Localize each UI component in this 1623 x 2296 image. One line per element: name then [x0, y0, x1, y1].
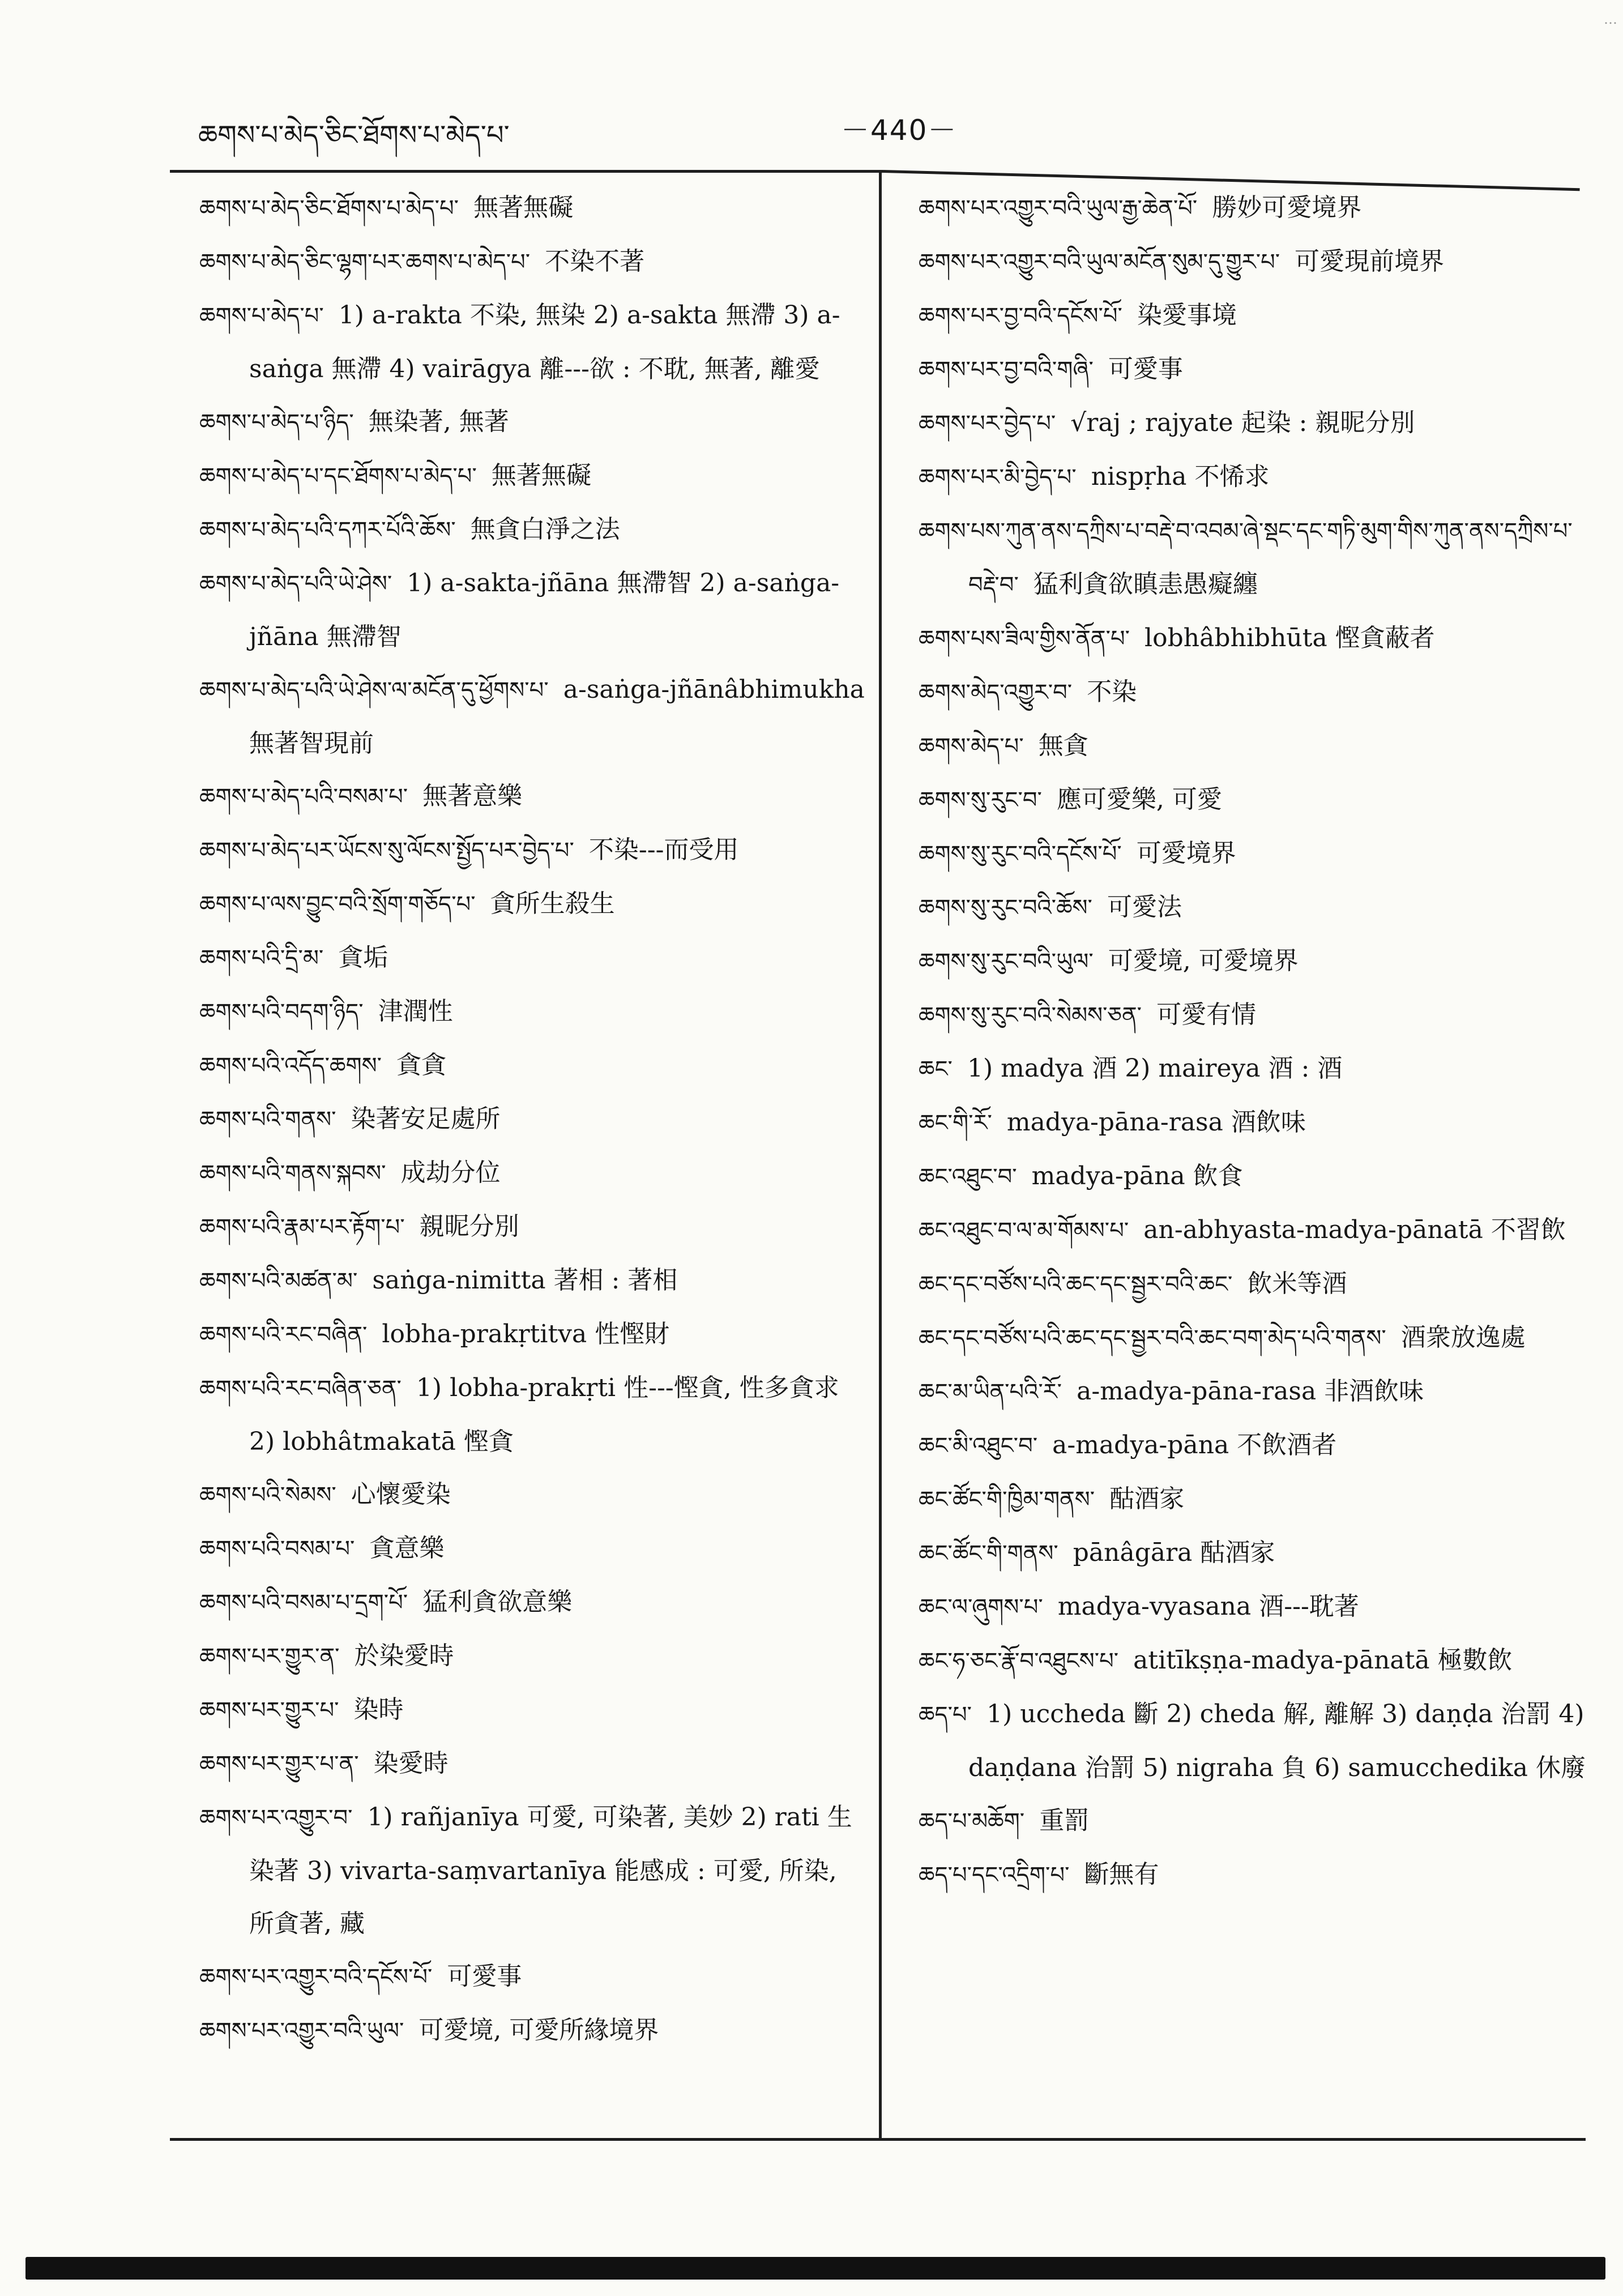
dictionary-entry	[199, 1468, 868, 1522]
entry-definition: 無貪	[1038, 731, 1088, 760]
dictionary-entry	[919, 235, 1587, 289]
entry-headword: ཆང་མ་ཡིན་པའི་རོ་	[919, 1379, 1062, 1405]
dictionary-entry	[199, 449, 868, 503]
entry-headword: ཆང་	[919, 1056, 953, 1082]
dictionary-entry	[199, 1200, 868, 1254]
entry-definition: 心懷愛染	[351, 1480, 451, 1509]
entry-definition: 1) uccheda 斷 2) cheda 解, 離解 3) daṇḍa 治罰 4) daṇḍana 治罰 5) nigraha 負 6) samucchedika 休廢	[968, 1700, 1586, 1782]
entry-definition: a-saṅga-jñānâbhimukha 無著智現前	[249, 675, 865, 758]
entry-definition: 不染	[1087, 677, 1137, 706]
dictionary-entry	[199, 1737, 868, 1791]
dictionary-entry	[919, 665, 1587, 719]
entry-definition: pānâgāra 酤酒家	[1073, 1538, 1275, 1567]
dictionary-entry	[919, 1848, 1587, 1902]
entry-definition: 猛利貪欲意樂	[422, 1587, 573, 1616]
entry-headword: ཆགས་པར་འགྱུར་བའི་ཡུལ་	[199, 2018, 404, 2044]
entry-headword: ཆགས་པར་འགྱུར་བའི་དངོས་པོ་	[199, 1964, 433, 1990]
column-divider	[879, 170, 882, 2141]
entry-headword: ཆང་འཐུང་བ་ལ་མ་གོམས་པ་	[919, 1218, 1129, 1244]
left-column	[199, 181, 868, 2058]
dictionary-entry	[919, 396, 1587, 450]
dictionary-entry	[199, 1308, 868, 1362]
dictionary-entry	[199, 235, 868, 289]
entry-definition: 於染愛時	[354, 1641, 454, 1670]
entry-definition: 酒衆放逸處	[1400, 1323, 1526, 1352]
entry-definition: 染著安足處所	[351, 1104, 501, 1133]
entry-definition: 可愛境, 可愛所緣境界	[418, 2016, 659, 2045]
entry-headword: ཆགས་སུ་རུང་བའི་ཡུལ་	[919, 949, 1094, 975]
page-number: －440－	[841, 114, 958, 147]
entry-headword: ཆགས་པའི་མཚན་མ་	[199, 1268, 358, 1294]
entry-definition: a-madya-pāna 不飲酒者	[1052, 1431, 1337, 1459]
entry-headword: ཆང་དང་བཙོས་པའི་ཆང་དང་སྦྱར་བའི་ཆང་	[919, 1271, 1233, 1298]
dictionary-entry	[199, 931, 868, 985]
entry-headword: ཆགས་པའི་རང་བཞིན་	[199, 1322, 368, 1348]
entry-definition: madya-pāna 飲食	[1031, 1162, 1243, 1190]
entry-definition: atitīkṣṇa-madya-pānatā 極數飲	[1133, 1646, 1513, 1675]
entry-definition: 染愛事境	[1137, 301, 1237, 330]
dictionary-entry	[199, 1039, 868, 1092]
entry-headword: ཆགས་པའི་བདག་ཉིད་	[199, 999, 364, 1025]
entry-definition: 不染---而受用	[588, 835, 739, 864]
entry-definition: 酤酒家	[1109, 1484, 1185, 1513]
dictionary-entry	[199, 1683, 868, 1737]
scan-mark: …	[1604, 11, 1617, 27]
entry-definition: 貪所生殺生	[490, 889, 615, 918]
entry-headword: ཆད་པ་དང་འདྲིག་པ་	[919, 1862, 1070, 1888]
entry-definition: 親昵分別	[419, 1212, 519, 1241]
entry-headword: ཆགས་པས་ཟིལ་གྱིས་ནོན་པ་	[919, 626, 1130, 652]
entry-definition: √raj ; rajyate 起染 : 親昵分別	[1070, 408, 1415, 437]
entry-definition: 可愛事	[1108, 355, 1183, 383]
entry-headword: ཆགས་པ་མེད་པའི་བསམ་པ་	[199, 784, 408, 810]
entry-headword: ཆགས་པའི་གནས་	[199, 1107, 336, 1133]
entry-definition: 1) madya 酒 2) maireya 酒 : 酒	[967, 1054, 1343, 1083]
dictionary-entry	[199, 1254, 868, 1308]
entry-definition: lobhâbhibhūta 慳貪蔽者	[1144, 624, 1435, 652]
dictionary-entry	[919, 343, 1587, 396]
entry-headword: ཆགས་པ་མེད་ཅིང་ལྷག་པར་ཆགས་པ་མེད་པ་	[199, 249, 531, 275]
entry-definition: 斷無有	[1084, 1860, 1159, 1889]
dictionary-entry	[919, 289, 1587, 343]
dictionary-entry	[919, 1311, 1587, 1365]
dictionary-entry	[919, 934, 1587, 988]
entry-headword: ཆགས་པའི་གནས་སྐབས་	[199, 1160, 386, 1187]
dictionary-entry	[199, 503, 868, 557]
dictionary-entry	[919, 1096, 1587, 1150]
entry-headword: ཆགས་པའི་འདོད་ཆགས་	[199, 1053, 382, 1079]
footer-rule	[170, 2138, 1586, 2141]
dictionary-entry	[919, 1473, 1587, 1526]
dictionary-entry	[199, 877, 868, 931]
entry-headword: ཆང་གི་རོ་	[919, 1110, 992, 1136]
entry-headword: ཆགས་པ་མེད་པའི་དཀར་པོའི་ཆོས་	[199, 517, 456, 543]
right-column	[919, 181, 1587, 1902]
entry-headword: ཆང་འཐུང་བ་	[919, 1164, 1017, 1190]
dictionary-entry	[919, 181, 1587, 235]
entry-definition: 無貪白淨之法	[470, 515, 620, 544]
dictionary-entry	[199, 1146, 868, 1200]
entry-definition: 可愛現前境界	[1295, 247, 1445, 276]
dictionary-entry	[919, 1257, 1587, 1311]
entry-headword: ཆགས་སུ་རུང་བ་	[919, 787, 1042, 813]
entry-headword: ཆང་ལ་ཞུགས་པ་	[919, 1594, 1043, 1620]
entry-headword: ཆགས་པ་མེད་པ་དང་ཐོགས་པ་མེད་པ་	[199, 463, 477, 489]
entry-definition: 飲米等酒	[1247, 1269, 1347, 1298]
dictionary-entry	[199, 557, 868, 663]
entry-headword: ཆགས་པར་བྱ་བའི་དངོས་པོ་	[919, 303, 1122, 329]
dictionary-entry	[199, 1629, 868, 1683]
entry-headword: ཆང་ཧ་ཅང་རྣོ་བ་འཐུངས་པ་	[919, 1648, 1119, 1674]
dictionary-entry	[199, 181, 868, 235]
entry-definition: 重罰	[1039, 1806, 1090, 1835]
dictionary-entry	[199, 1791, 868, 1950]
dictionary-entry	[919, 1042, 1587, 1096]
entry-headword: ཆགས་སུ་རུང་བའི་ཆོས་	[919, 895, 1092, 921]
entry-headword: ཆགས་པར་གྱུར་ན་	[199, 1644, 340, 1670]
dictionary-entry	[199, 770, 868, 823]
entry-headword: ཆགས་པ་མེད་པའི་ཡེ་ཤེས་	[199, 571, 392, 597]
entry-definition: lobha-prakṛtitva 性慳財	[382, 1320, 670, 1348]
dictionary-entry	[919, 504, 1587, 612]
dictionary-entry	[919, 719, 1587, 773]
dictionary-entry	[919, 450, 1587, 504]
dictionary-entry	[199, 1522, 868, 1576]
dictionary-entry	[919, 1150, 1587, 1204]
entry-definition: 無著無礙	[473, 193, 574, 222]
entry-headword: ཆགས་པའི་བསམ་པ་དྲག་པོ་	[199, 1590, 408, 1616]
entry-headword: ཆགས་པའི་བསམ་པ་	[199, 1536, 355, 1562]
entry-headword: ཆགས་པར་བྱ་བའི་གཞི་	[919, 357, 1094, 383]
entry-definition: 可愛法	[1107, 893, 1182, 921]
entry-headword: ཆགས་པ་མེད་པའི་ཡེ་ཤེས་ལ་མངོན་དུ་ཕྱོགས་པ་	[199, 677, 549, 703]
entry-definition: 可愛境, 可愛境界	[1108, 946, 1299, 975]
entry-headword: ཆགས་པར་གྱུར་པ་ན་	[199, 1751, 359, 1777]
dictionary-entry	[199, 395, 868, 449]
dictionary-entry	[199, 985, 868, 1039]
dictionary-entry	[919, 1365, 1587, 1419]
dictionary-entry	[919, 612, 1587, 665]
entry-definition: 染時	[353, 1695, 404, 1724]
entry-definition: 貪垢	[338, 943, 388, 972]
entry-headword: ཆགས་པར་འགྱུར་བའི་ཡུལ་མངོན་སུམ་དུ་གྱུར་པ་	[919, 249, 1280, 275]
entry-headword: ཆགས་པ་མེད་པར་ཡོངས་སུ་ལོངས་སྤྱོད་པར་བྱེད་པ་	[199, 838, 574, 864]
dictionary-entry	[919, 988, 1587, 1042]
entry-headword: ཆགས་པའི་རྣམ་པར་རྟོག་པ་	[199, 1214, 405, 1240]
dictionary-entry	[919, 773, 1587, 827]
entry-definition: 猛利貪欲瞋恚愚癡纏	[1033, 570, 1258, 599]
entry-headword: ཆགས་པར་འགྱུར་བའི་ཡུལ་རྒྱ་ཆེན་པོ་	[919, 195, 1198, 221]
dictionary-entry	[199, 823, 868, 877]
entry-headword: ཆགས་པ་མེད་པ་ཉིད་	[199, 409, 354, 436]
entry-definition: 可愛境界	[1136, 839, 1236, 868]
entry-headword: ཆགས་པ་མེད་ཅིང་ཐོགས་པ་མེད་པ་	[199, 195, 459, 221]
entry-headword: ཆང་དང་བཙོས་པའི་ཆང་དང་སྦྱར་བའི་ཆང་བག་མེད་པའི་གནས་	[919, 1325, 1386, 1351]
entry-headword: ཆགས་སུ་རུང་བའི་སེམས་ཅན་	[919, 1002, 1142, 1028]
entry-headword: ཆགས་སུ་རུང་བའི་དངོས་པོ་	[919, 841, 1122, 867]
entry-definition: 無染著, 無著	[368, 407, 509, 436]
entry-definition: 無著意樂	[422, 782, 523, 810]
entry-definition: 1) a-rakta 不染, 無染 2) a-sakta 無滯 3) a-saṅga 無滯 4) vairāgya 離---欲 : 不耽, 無著, 離愛	[249, 301, 840, 383]
entry-definition: 1) lobha-prakṛti 性---慳貪, 性多貪求 2) lobhâtmakatā 慳貪	[249, 1373, 839, 1456]
entry-headword: ཆགས་པའི་དྲི་མ་	[199, 945, 324, 971]
dictionary-entry	[919, 827, 1587, 881]
entry-definition: 染愛時	[373, 1749, 449, 1778]
entry-headword: ཆགས་པ་མེད་པ་	[199, 303, 324, 329]
entry-definition: 貪意樂	[369, 1534, 445, 1563]
entry-definition: 可愛事	[447, 1962, 522, 1991]
entry-definition: 不染不著	[545, 247, 645, 276]
entry-definition: madya-pāna-rasa 酒飲味	[1006, 1108, 1306, 1137]
entry-headword: ཆད་པ་	[919, 1702, 972, 1728]
entry-definition: nispṛha 不悕求	[1091, 462, 1270, 491]
entry-headword: ཆང་མི་འཐུང་བ་	[919, 1433, 1038, 1459]
entry-headword: ཆགས་པར་འགྱུར་བ་	[199, 1805, 353, 1831]
entry-definition: 1) a-sakta-jñāna 無滯智 2) a-saṅga-jñāna 無滯智	[249, 569, 840, 651]
entry-headword: ཆགས་མེད་པ་	[919, 733, 1024, 759]
entry-headword: ཆགས་མེད་འགྱུར་བ་	[919, 680, 1073, 706]
dictionary-entry	[199, 1576, 868, 1629]
entry-headword: ཆགས་པས་ཀུན་ནས་དཀྲིས་པ་བརྡེ་བ་འབམ་ཞེ་སྡང་དང་གཏི་མུག་གིས་ཀུན་ནས་དཀྲིས་པ་བརྡེ་བ་	[919, 518, 1573, 598]
entry-definition: 可愛有情	[1156, 1000, 1257, 1029]
dictionary-entry	[199, 2004, 868, 2058]
dictionary-entry	[199, 1950, 868, 2004]
dictionary-entry	[919, 1526, 1587, 1580]
entry-definition: a-madya-pāna-rasa 非酒飲味	[1077, 1377, 1424, 1406]
entry-headword: ཆགས་པའི་རང་བཞིན་ཅན་	[199, 1376, 402, 1402]
entry-headword: ཆང་ཚོང་གི་གནས་	[919, 1540, 1058, 1567]
entry-definition: 貪貪	[396, 1051, 447, 1079]
dictionary-entry	[919, 1794, 1587, 1848]
entry-definition: an-abhyasta-madya-pānatā 不習飲	[1143, 1215, 1566, 1244]
entry-definition: 勝妙可愛境界	[1212, 193, 1362, 222]
entry-headword: ཆང་ཚོང་གི་ཁྱིམ་གནས་	[919, 1487, 1095, 1513]
entry-headword: ཆགས་པར་བྱེད་པ་	[919, 411, 1056, 437]
entry-headword: ཆགས་པའི་སེམས་	[199, 1482, 336, 1508]
dictionary-entry	[919, 1419, 1587, 1473]
dictionary-entry	[919, 1688, 1587, 1794]
entry-headword: ཆགས་པར་མི་བྱེད་པ་	[919, 464, 1077, 490]
running-head: ཆགས་པ་མེད་ཅིང་ཐོགས་པ་མེད་པ་	[198, 120, 510, 151]
dictionary-entry	[199, 663, 868, 770]
entry-headword: ཆད་པ་མཆོག་	[919, 1808, 1025, 1834]
entry-definition: 成劫分位	[400, 1158, 501, 1187]
scan-edge-band	[25, 2257, 1605, 2280]
entry-headword: ཆགས་པར་གྱུར་པ་	[199, 1697, 339, 1723]
entry-definition: 應可愛樂, 可愛	[1056, 785, 1222, 814]
dictionary-entry	[199, 1092, 868, 1146]
entry-definition: 1) rañjanīya 可愛, 可染著, 美妙 2) rati 生染著 3) vivarta-saṃvartanīya 能感成 : 可愛, 所染, 所貪著, 藏	[249, 1803, 852, 1938]
dictionary-entry	[919, 1634, 1587, 1688]
dictionary-entry	[919, 1580, 1587, 1634]
entry-definition: 無著無礙	[491, 461, 591, 490]
entry-definition: 津潤性	[378, 997, 453, 1026]
dictionary-entry	[199, 289, 868, 395]
entry-definition: saṅga-nimitta 著相 : 著相	[372, 1266, 678, 1295]
header-rule-left	[170, 170, 883, 173]
dictionary-entry	[919, 881, 1587, 934]
entry-definition: madya-vyasana 酒---耽著	[1057, 1592, 1359, 1621]
dictionary-entry	[919, 1204, 1587, 1257]
entry-headword: ཆགས་པ་ལས་བྱུང་བའི་སྲོག་གཅོད་པ་	[199, 891, 476, 917]
dictionary-entry	[199, 1362, 868, 1468]
